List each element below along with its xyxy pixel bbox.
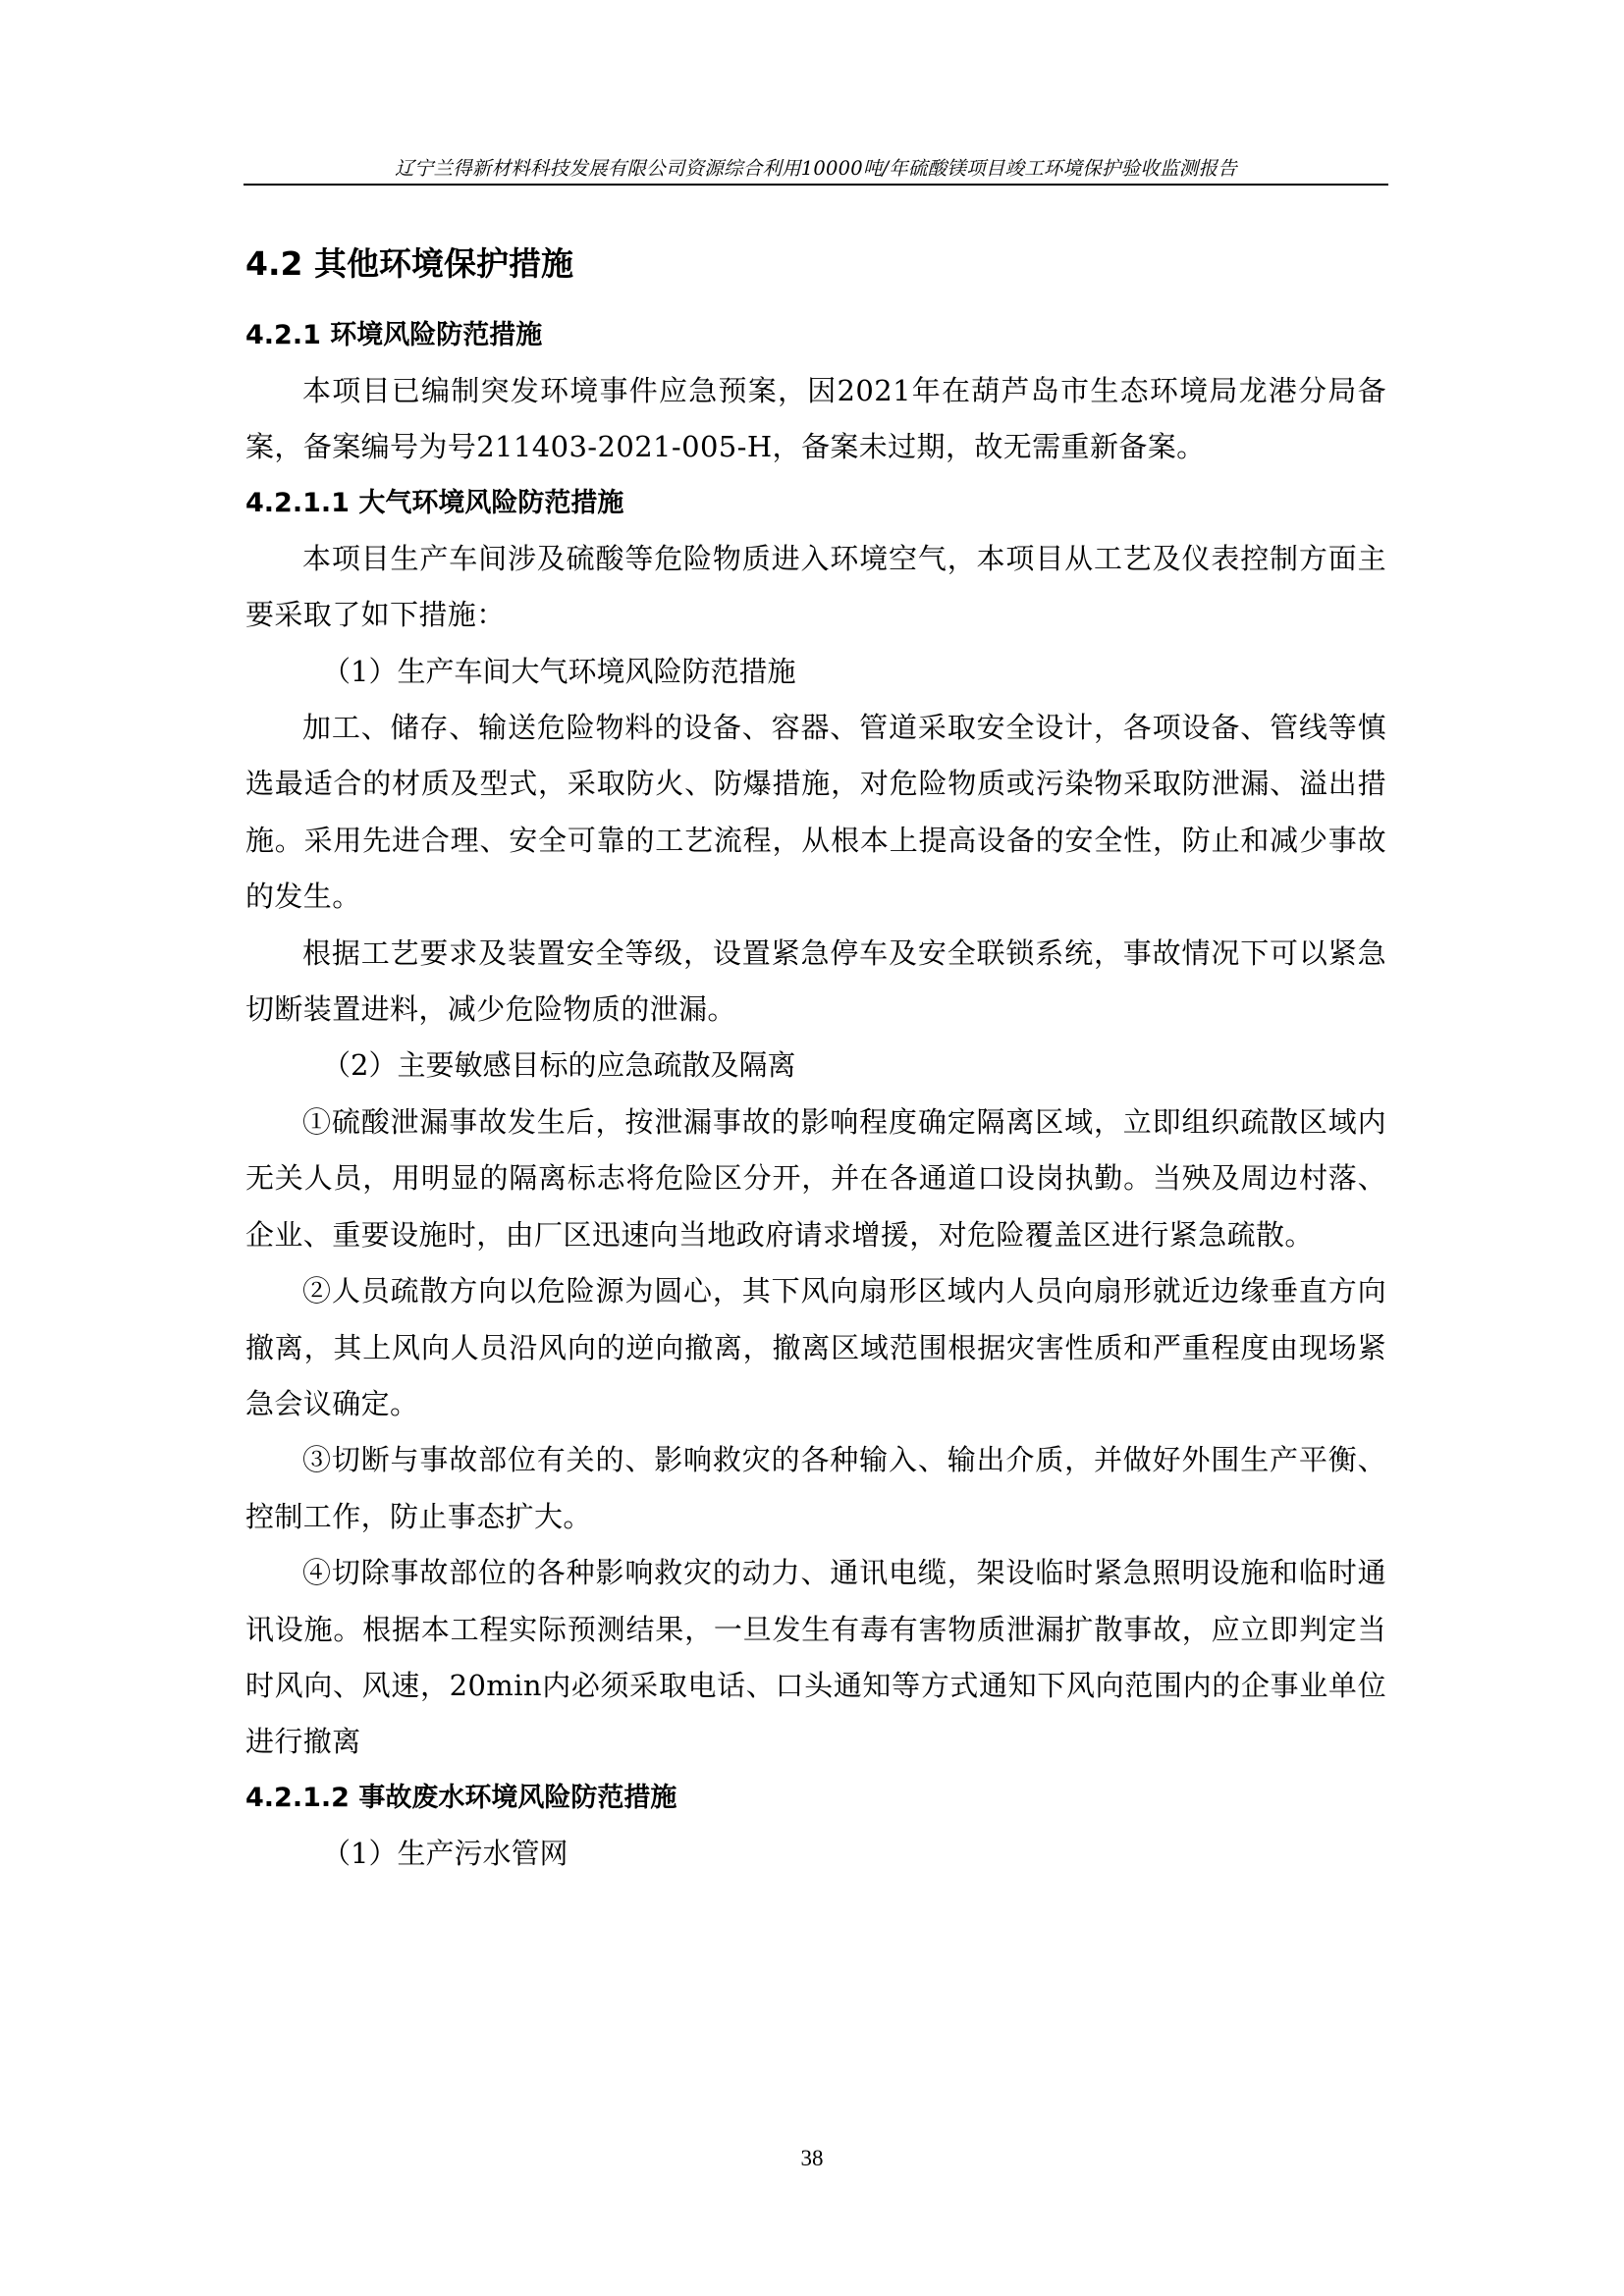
- paragraph-point-2: ②人员疏散方向以危险源为圆心，其下风向扇形区域内人员向扇形就近边缘垂直方向撤离，其上风向人员沿风向的逆向撤离，撤离区域范围根据灾害性质和严重程度由现场紧急会议确定。: [245, 1274, 1386, 1420]
- item-title-1: （1）生产车间大气环境风险防范措施: [322, 654, 796, 688]
- paragraph-equipment-design: 加工、储存、输送危险物料的设备、容器、管道采取安全设计，各项设备、管线等慎选最适合的材质及型式，采取防火、防爆措施，对危险物质或污染物采取防泄漏、溢出措施。采用先进合理、安全可靠的工艺流程，从根本上提高设备的安全性，防止和减少事故的发生。: [245, 711, 1386, 914]
- paragraph-emergency-plan: 本项目已编制突发环境事件应急预案，因2021年在葫芦岛市生态环境局龙港分局备案，备案编号为号211403-2021-005-H，备案未过期，故无需重新备案。: [245, 374, 1386, 464]
- subsection-heading-4-2-1: 4.2.1 环境风险防范措施: [245, 320, 543, 350]
- subsection-heading-4-2-1-1: 4.2.1.1 大气环境风险防范措施: [245, 487, 624, 518]
- section-heading: 4.2 其他环境保护措施: [245, 244, 573, 283]
- header-rule: [244, 184, 1388, 186]
- paragraph-air-intro: 本项目生产车间涉及硫酸等危险物质进入环境空气，本项目从工艺及仪表控制方面主要采取了如下措施：: [245, 541, 1386, 632]
- running-header: 辽宁兰得新材料科技发展有限公司资源综合利用10000吨/年硫酸镁项目竣工环境保护验收监测报告: [395, 157, 1237, 180]
- subsection-heading-4-2-1-2: 4.2.1.2 事故废水环境风险防范措施: [245, 1782, 677, 1813]
- paragraph-emergency-stop: 根据工艺要求及装置安全等级，设置紧急停车及安全联锁系统，事故情况下可以紧急切断装置进料，减少危险物质的泄漏。: [245, 935, 1386, 1027]
- page-content: [245, 226, 1386, 1882]
- paragraph-point-1: ①硫酸泄漏事故发生后，按泄漏事故的影响程度确定隔离区域，立即组织疏散区域内无关人员，用明显的隔离标志将危险区分开，并在各通道口设岗执勤。当殃及周边村落、企业、重要设施时，由厂区迅速向当地政府请求增援，对危险覆盖区进行紧急疏散。: [245, 1104, 1386, 1252]
- item-title-2: （2）主要敏感目标的应急疏散及隔离: [322, 1048, 796, 1083]
- item-title-wastewater: （1）生产污水管网: [322, 1836, 568, 1870]
- paragraph-point-4: ④切除事故部位的各种影响救灾的动力、通讯电缆，架设临时紧急照明设施和临时通讯设施。根据本工程实际预测结果，一旦发生有毒有害物质泄漏扩散事故，应立即判定当时风向、风速，20min内必须采取电话、口头通知等方式通知下风向范围内的企事业单位进行撤离: [245, 1556, 1386, 1759]
- page-number: 38: [800, 2146, 824, 2170]
- paragraph-point-3: ③切断与事故部位有关的、影响救灾的各种输入、输出介质，并做好外围生产平衡、控制工作，防止事态扩大。: [245, 1443, 1386, 1533]
